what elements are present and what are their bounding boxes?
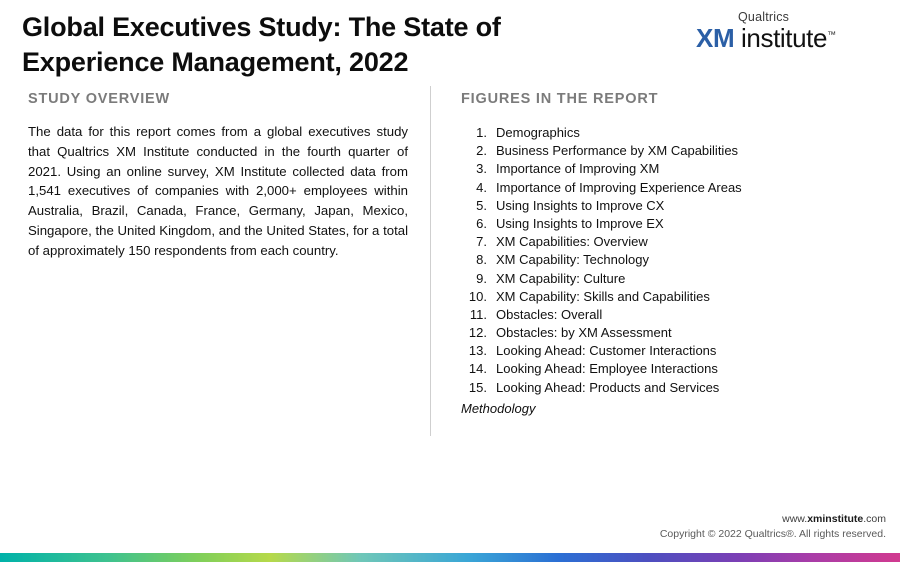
list-item (461, 142, 881, 160)
figure-number: 10. (468, 288, 487, 304)
bottom-color-bar (0, 553, 900, 562)
study-overview-heading: STUDY OVERVIEW (28, 91, 170, 107)
footer-website-brand: xminstitute (807, 512, 864, 525)
figure-label: Looking Ahead: Products and Services (496, 379, 720, 395)
footer-website-suffix: .com (863, 512, 886, 525)
column-divider (430, 86, 431, 436)
list-item (461, 251, 881, 269)
footer (660, 512, 886, 542)
figure-label: Business Performance by XM Capabilities (496, 143, 739, 159)
figure-number: 2. (476, 143, 487, 159)
list-item (461, 160, 881, 178)
list-item (461, 197, 881, 215)
list-item (461, 288, 881, 306)
logo-xm-text: XM (696, 23, 735, 53)
figure-number: 6. (476, 215, 487, 231)
footer-copyright: Copyright © 2022 Qualtrics®. All rights reserved. (659, 527, 886, 540)
list-item (461, 270, 881, 288)
figure-number: 1. (476, 125, 487, 140)
footer-website-prefix: www. (782, 512, 808, 525)
list-item (461, 179, 881, 197)
figure-number: 12. (468, 325, 487, 341)
logo-institute-text: institute (734, 23, 828, 53)
xm-institute-logo (696, 10, 886, 52)
figure-label: Demographics (496, 125, 580, 140)
page-title: Global Executives Study: The State of Experience Management, 2022 (22, 12, 501, 77)
figure-label: XM Capabilities: Overview (496, 234, 648, 250)
figure-label: Obstacles: Overall (496, 306, 603, 322)
logo-wordmark (696, 25, 886, 52)
figure-label: Using Insights to Improve CX (496, 197, 665, 213)
figure-label: XM Capability: Technology (496, 252, 649, 268)
list-item (461, 215, 881, 233)
list-item (461, 379, 881, 397)
figure-number: 11. (469, 306, 487, 322)
figures-heading: FIGURES IN THE REPORT (461, 91, 659, 107)
figure-number: 5. (476, 197, 487, 213)
figure-label: Importance of Improving Experience Areas (496, 179, 742, 195)
list-item (461, 124, 881, 142)
figure-number: 9. (476, 270, 487, 286)
list-item (461, 306, 881, 324)
figure-label: XM Capability: Culture (496, 270, 626, 286)
study-overview-text: The data for this report comes from a global executives study that Qualtrics XM Institute conducted in the fourth quarter of 2021. Using an online survey, XM Institute collected data from 1,541 executives of companies with 2,000+ employees within Australia, Brazil, Canada, France, Germany, Japan, Mexico, Singapore, the United Kingdom, and the United States, for a total of approximately 150 respondents from each country. (28, 124, 408, 258)
figure-number: 7. (476, 234, 487, 250)
figure-label: Looking Ahead: Customer Interactions (496, 343, 717, 359)
figure-number: 14. (468, 361, 487, 377)
figure-number: 8. (476, 252, 487, 268)
figure-label: Obstacles: by XM Assessment (496, 325, 672, 341)
footer-website (660, 512, 886, 527)
figure-number: 3. (476, 161, 487, 177)
list-item (461, 342, 881, 360)
figure-label: Importance of Improving XM (496, 161, 660, 177)
figure-label: Looking Ahead: Employee Interactions (496, 361, 718, 377)
figure-label: Using Insights to Improve EX (496, 215, 664, 231)
list-item (461, 324, 881, 342)
figure-number: 13. (468, 343, 487, 359)
figures-list (461, 124, 881, 397)
figure-number: 15. (468, 379, 487, 395)
logo-trademark-icon: ™ (827, 29, 836, 40)
logo-qualtrics-text: Qualtrics (738, 10, 790, 24)
figure-label: XM Capability: Skills and Capabilities (496, 288, 710, 304)
list-item (461, 233, 881, 251)
methodology-label: Methodology (461, 401, 536, 416)
list-item (461, 360, 881, 378)
figure-number: 4. (476, 179, 487, 195)
